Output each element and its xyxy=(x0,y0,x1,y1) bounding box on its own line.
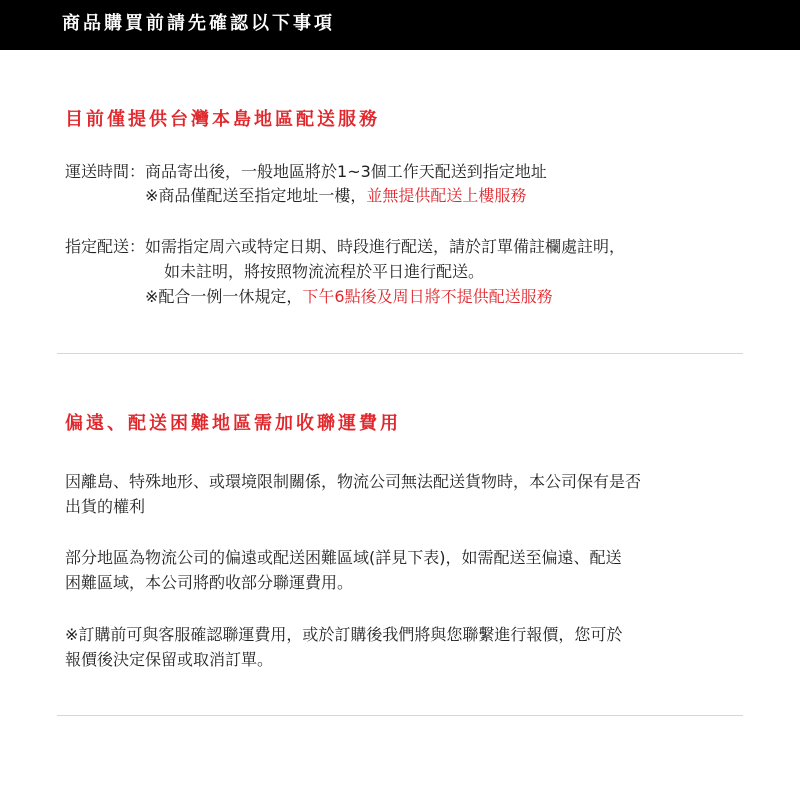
remote-para2-line1: 部分地區為物流公司的偏遠或配送困難區域(詳見下表)，如需配送至偏遠、配送 xyxy=(65,548,622,567)
remote-para3-line1: ※訂購前可與客服確認聯運費用，或於訂購後我們將與您聯繫進行報價，您可於 xyxy=(65,625,623,644)
shipping-note-highlight: 並無提供配送上樓服務 xyxy=(366,186,527,205)
shipping-time-row xyxy=(65,160,547,184)
designated-delivery-row xyxy=(65,235,625,259)
divider xyxy=(57,353,743,354)
section-title-domestic-delivery: 目前僅提供台灣本島地區配送服務 xyxy=(65,109,380,130)
remote-para2-line2: 困難區域，本公司將酌收部分聯運費用。 xyxy=(65,573,354,592)
remote-para1-line1: 因離島、特殊地形、或環境限制關係，物流公司無法配送貨物時，本公司保有是否 xyxy=(65,472,642,491)
designated-note-text: ※配合一例一休規定， xyxy=(145,287,303,306)
shipping-time-text: 商品寄出後，一般地區將於1~3個工作天配送到指定地址 xyxy=(145,162,547,181)
section-title-remote-areas: 偏遠、配送困難地區需加收聯運費用 xyxy=(65,413,401,434)
shipping-time-note xyxy=(145,184,526,208)
designated-delivery-label: 指定配送： xyxy=(65,237,146,256)
designated-delivery-line2: 如未註明，將按照物流流程於平日進行配送。 xyxy=(164,262,485,281)
remote-para3-line2: 報價後決定保留或取消訂單。 xyxy=(65,650,274,669)
header-bar xyxy=(0,0,800,50)
designated-note-highlight: 下午6點後及周日將不提供配送服務 xyxy=(302,287,553,306)
shipping-note-text: ※商品僅配送至指定地址一樓， xyxy=(145,186,367,205)
designated-delivery-text: 如需指定周六或特定日期、時段進行配送，請於訂單備註欄處註明， xyxy=(145,237,626,256)
page-title: 商品購買前請先確認以下事項 xyxy=(62,13,335,34)
shipping-time-label: 運送時間： xyxy=(65,162,146,181)
divider xyxy=(57,715,743,716)
remote-para1-line2: 出貨的權利 xyxy=(65,497,146,516)
designated-delivery-note xyxy=(145,285,553,309)
